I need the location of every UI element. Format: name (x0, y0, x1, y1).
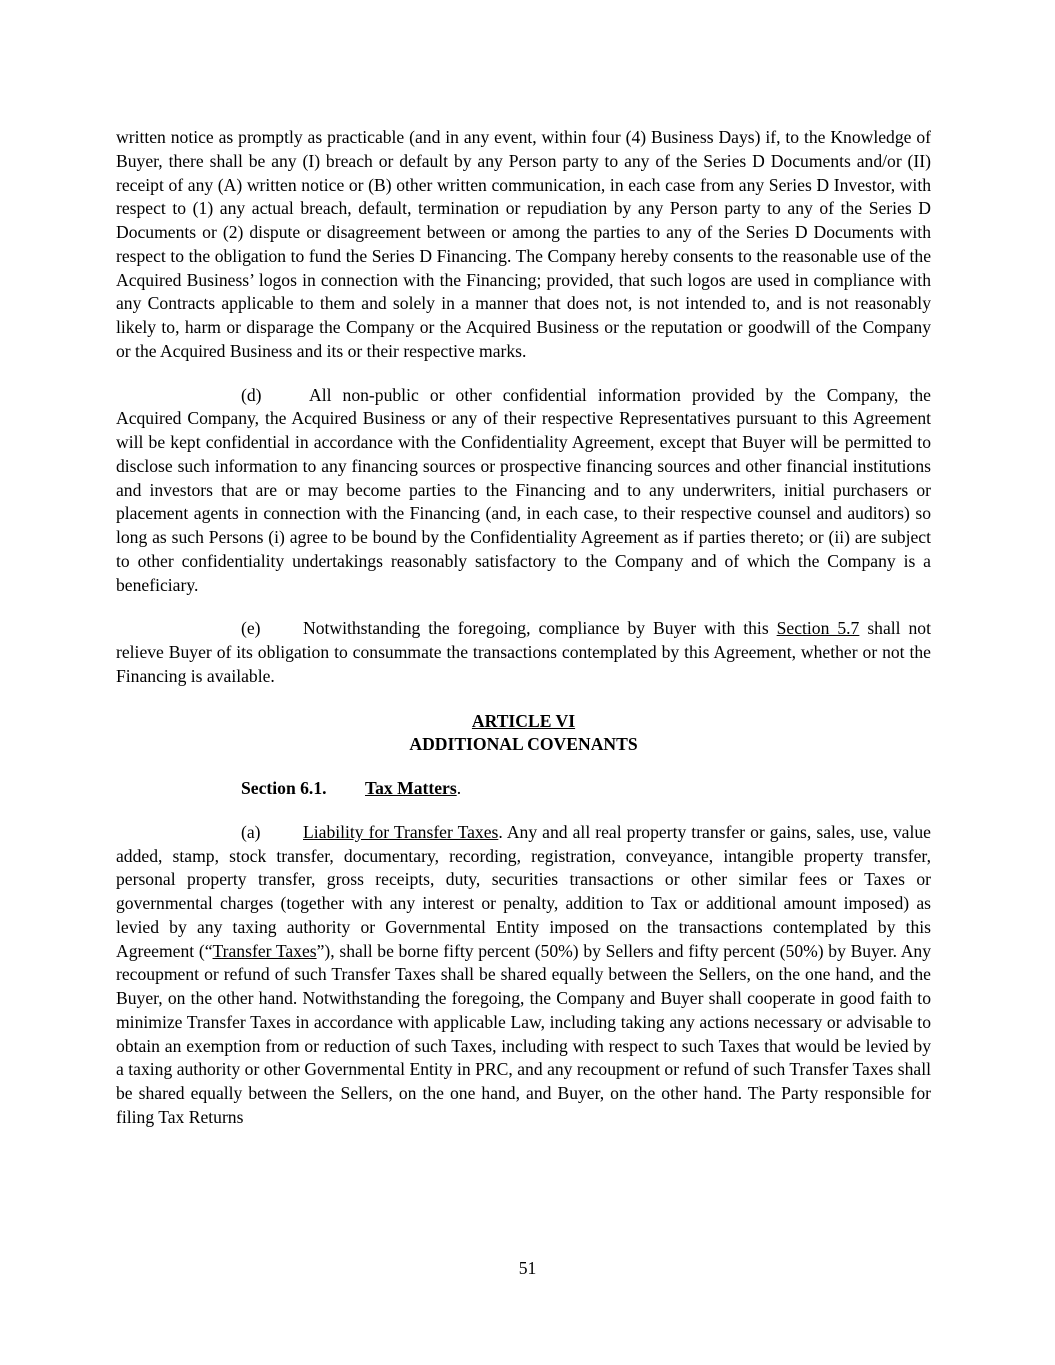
page-body (116, 126, 931, 1150)
paragraph-a-heading: Liability for Transfer Taxes (303, 821, 499, 842)
paragraph-a-label: (a) (241, 821, 261, 842)
paragraph-d-label: (d) (241, 384, 262, 405)
section-title: Tax Matters (365, 778, 457, 798)
section-reference-link[interactable]: Section 5.7 (776, 618, 860, 639)
paragraph-e-text-1: Notwithstanding the foregoing, compliance by Buyer with this (303, 618, 777, 639)
article-number: ARTICLE VI (471, 710, 576, 731)
paragraph-a (116, 821, 931, 1130)
paragraph-e (116, 617, 931, 688)
paragraph-e-label: (e) (241, 618, 261, 639)
page-number: 51 (518, 1258, 537, 1278)
paragraph-d-text: All non-public or other confidential information provided by the Company, the Acquired Company, the Acquired Business or any of their respective Representatives pursuant to this Agreement will be kept confidential in accordance with the Confidentiality Agreement, except that Buyer will be permitted to disclose such information to any financing sources or prospective financing sources and other financial institutions and investors that are or may become parties to the Financing and to any underwriters, initial purchasers or placement agents in connection with the Financing (and, in each case, to their respective counsel and auditors) so long as such Persons (i) agree to be bound by the Confidentiality Agreement as if parties thereto; or (ii) are subject to other confidentiality undertakings reasonably satisfactory to the Company and of which the Company is a beneficiary. (116, 384, 931, 595)
article-heading (116, 710, 931, 758)
paragraph-e-text-2: shall not relieve Buyer of its obligation to consummate the transactions contemplated by this Agreement, whether or not the Financing is available. (116, 618, 931, 686)
paragraph-d (116, 384, 931, 598)
article-title: ADDITIONAL COVENANTS (409, 734, 638, 755)
section-number: Section 6.1. (241, 778, 327, 798)
paragraph-a-text-2: ”), shall be borne fifty percent (50%) by Sellers and fifty percent (50%) by Buyer. Any recoupment or refund of such Transfer Taxes shall be shared equally between the Sellers, on the one hand, and the Buyer, on the other hand. Notwithstanding the foregoing, the Company and Buyer shall cooperate in good faith to minimize Transfer Taxes in accordance with applicable Law, including taking any actions necessary or advisable to obtain an exemption from or reduction of such Taxes, including with respect to such Taxes that would be levied by a taxing authority or other Governmental Entity in PRC, and any recoupment or refund of such Transfer Taxes shall be shared equally between the Sellers, on the one hand, and Buyer, on the other hand. The Party responsible for filing Tax Returns (116, 940, 932, 1127)
section-heading (241, 777, 931, 801)
paragraph-continued: written notice as promptly as practicable (and in any event, within four (4) Business Days) if, to the Knowledge of Buyer, there shall be any (I) breach or default by any Person party to any of the Series D Documents and/or (II) receipt of any (A) written notice or (B) other written communication, in each case from any Series D Investor, with respect to (1) any actual breach, default, termination or repudiation by any Person party to any of the Series D Documents or (2) dispute or disagreement between or among the parties to any of the Series D Documents with respect to the obligation to fund the Series D Financing. The Company hereby consents to the reasonable use of the Acquired Business’ logos in connection with the Financing; provided, that such logos are used in compliance with any Contracts applicable to them and solely in a manner that does not, is not intended to, and is not reasonably likely to, harm or disparage the Company or the Acquired Business or the reputation or goodwill of the Company or the Acquired Business and its or their respective marks. (116, 127, 931, 361)
section-title-period: . (456, 778, 462, 798)
defined-term-transfer-taxes: Transfer Taxes (212, 940, 317, 961)
paragraph-a-text-1: . Any and all real property transfer or gains, sales, use, value added, stamp, stock transfer, documentary, recording, registration, conveyance, intangible property transfer, personal property transfer, gross receipts, duty, securities transactions or other similar fees or Taxes or governmental charges (together with any interest or penalty, addition to Tax or additional amount imposed) as levied by any taxing authority or Governmental Entity imposed on the transactions contemplated by this Agreement (“ (116, 821, 931, 961)
